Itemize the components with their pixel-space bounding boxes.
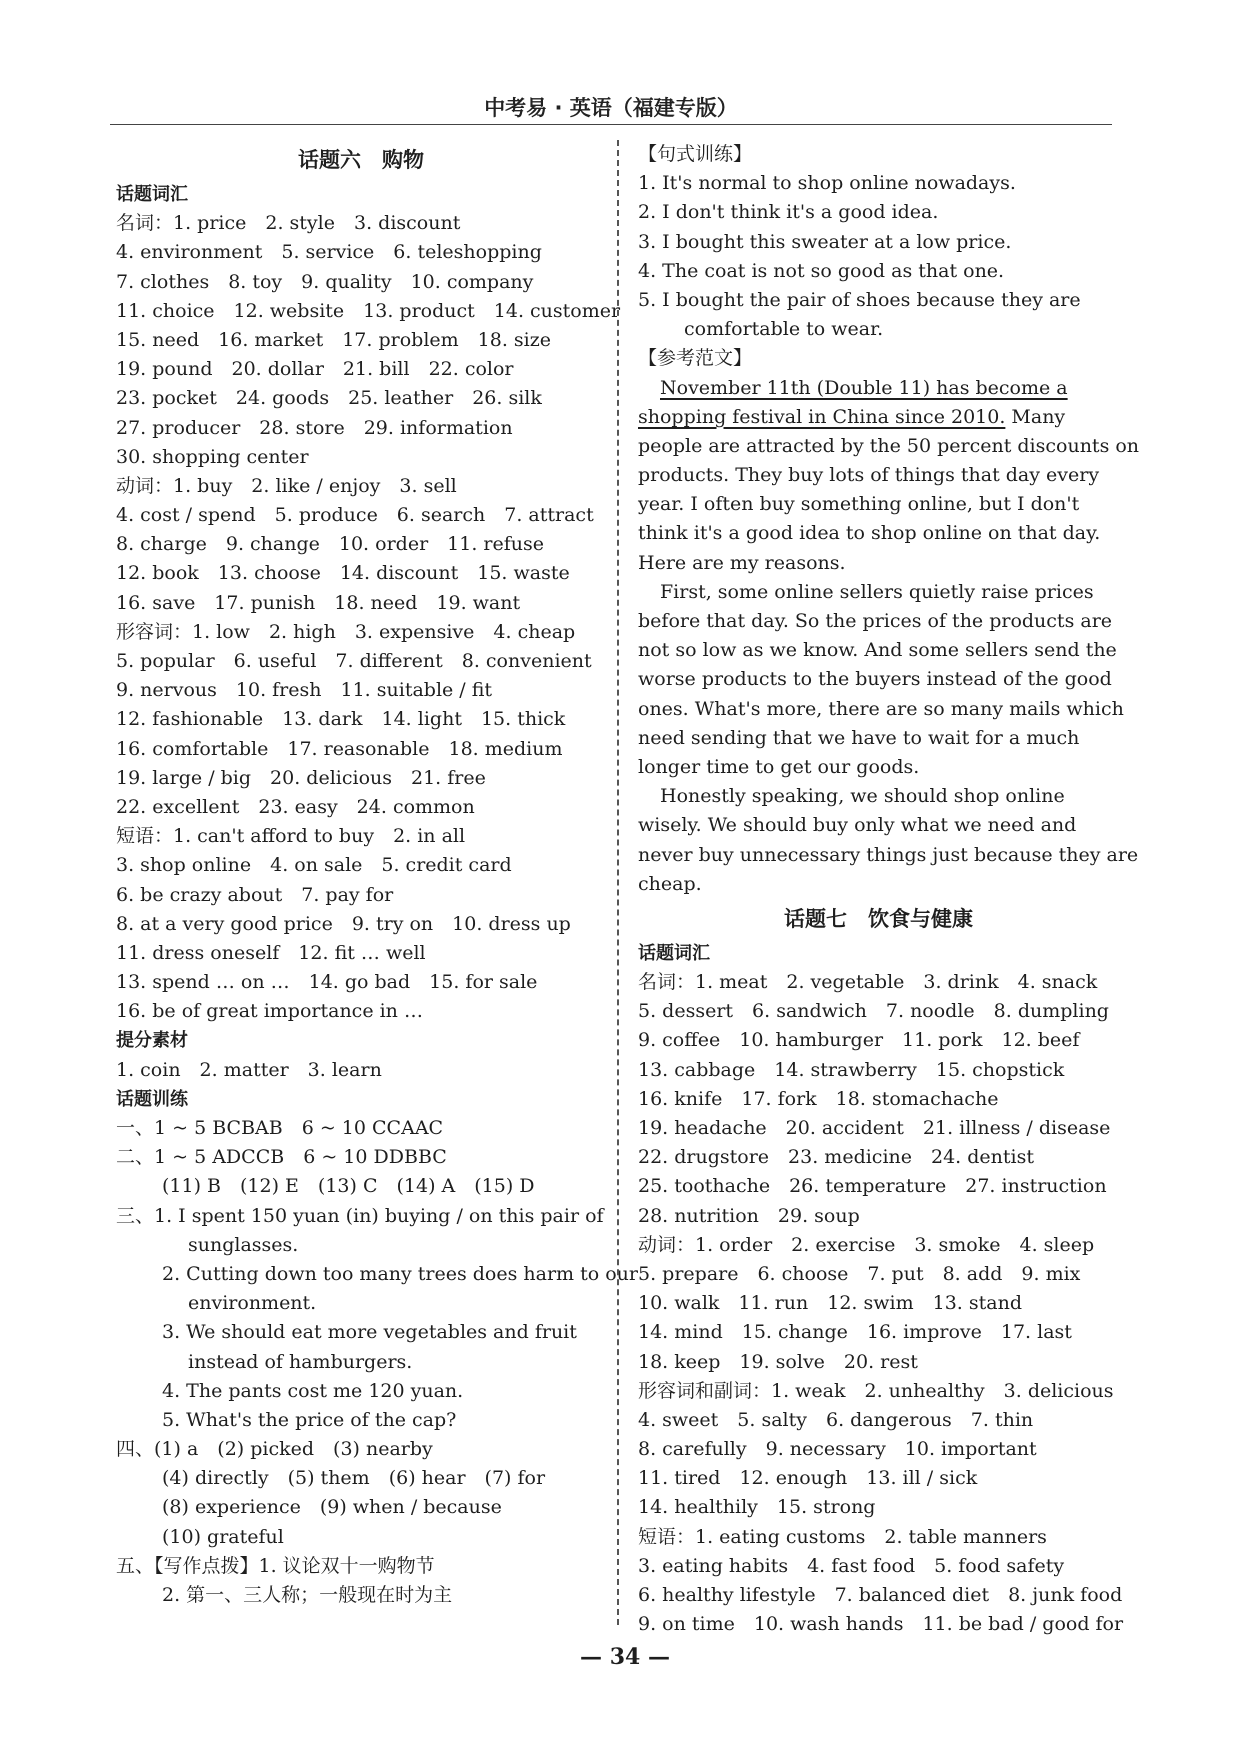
text-line: 3. I bought this sweater at a low price. [638, 230, 1012, 253]
text-line: 4. sweet 5. salty 6. dangerous 7. thin [638, 1408, 1034, 1431]
text-line: 13. spend … on … 14. go bad 15. for sale [116, 971, 538, 994]
text-line: 14. mind 15. change 16. improve 17. last [638, 1321, 1072, 1344]
underlined-text: November 11th (Double 11) has become a [660, 376, 1068, 399]
text-line: 15. need 16. market 17. problem 18. size [116, 328, 551, 351]
text-line: 19. large / big 20. delicious 21. free [116, 766, 486, 789]
text-line: 【参考范文】 [638, 347, 753, 370]
text-line: 4. The pants cost me 120 yuan. [162, 1379, 464, 1402]
text-line: 【句式训练】 [638, 143, 753, 165]
section-heading: 话题词汇 [116, 184, 188, 205]
text-line: 2. I don't think it's a good idea. [638, 201, 939, 224]
header-rule [110, 124, 1112, 125]
text-line: (11) B (12) E (13) C (14) A (15) D [162, 1175, 535, 1198]
text-line: 13. cabbage 14. strawberry 15. chopstick [638, 1058, 1065, 1081]
text-line: 5. I bought the pair of shoes because they are [638, 288, 1081, 311]
text-line: 11. tired 12. enough 13. ill / sick [638, 1467, 978, 1490]
text-line: 动词：1. buy 2. like / enjoy 3. sell [116, 474, 457, 497]
essay-line: year. I often buy something online, but I don't [638, 493, 1080, 516]
text-line: 动词：1. order 2. exercise 3. smoke 4. sleep [638, 1233, 1095, 1256]
model-essay [638, 374, 1140, 899]
text-line: 3. eating habits 4. fast food 5. food safety [638, 1554, 1065, 1577]
sentence-practice [638, 140, 1119, 374]
text-line: 22. drugstore 23. medicine 24. dentist [638, 1146, 1035, 1169]
essay-line: cheap. [638, 872, 702, 895]
text-line: 28. nutrition 29. soup [638, 1204, 860, 1227]
topic-title: 话题七 饮食与健康 [784, 906, 973, 931]
text-line: 8. carefully 9. necessary 10. important [638, 1438, 1037, 1461]
essay-line: ones. What's more, there are so many mails which [638, 697, 1124, 720]
text-line: 10. walk 11. run 12. swim 13. stand [638, 1292, 1022, 1315]
text-line: 2. Cutting down too many trees does harm to our [162, 1262, 638, 1285]
text-line: 5. prepare 6. choose 7. put 8. add 9. mix [638, 1262, 1081, 1285]
underlined-text: shopping festival in China since 2010. [638, 405, 1006, 428]
text-line: 22. excellent 23. easy 24. common [116, 795, 475, 818]
text-line: 19. pound 20. dollar 21. bill 22. color [116, 358, 514, 381]
essay-line: products. They buy lots of things that day every [638, 464, 1100, 487]
text-line: 名词：1. meat 2. vegetable 3. drink 4. snack [638, 971, 1098, 994]
text-line: 8. at a very good price 9. try on 10. dress up [116, 912, 571, 935]
essay-line: longer time to get our goods. [638, 755, 920, 778]
essay-line: not so low as we know. And some sellers send the [638, 639, 1117, 662]
text-line: 1. coin 2. matter 3. learn [116, 1058, 382, 1081]
text-line: 11. choice 12. website 13. product 14. customer [116, 299, 621, 322]
text-line: 16. save 17. punish 18. need 19. want [116, 591, 521, 614]
text-line: 四、(1) a (2) picked (3) nearby [116, 1438, 433, 1461]
essay-line: need sending that we have to wait for a much [638, 726, 1080, 749]
essay-line: worse products to the buyers instead of the good [638, 668, 1112, 691]
text-line: 27. producer 28. store 29. information [116, 416, 513, 439]
text-line: 三、1. I spent 150 yuan (in) buying / on this pair of [116, 1204, 604, 1227]
text-line: 1. It's normal to shop online nowadays. [638, 172, 1016, 195]
section-heading: 话题词汇 [638, 942, 710, 964]
essay-line: before that day. So the prices of the products are [638, 610, 1113, 632]
text-line: 11. dress oneself 12. fit … well [116, 941, 426, 964]
essay-line [638, 374, 1119, 403]
text-line: 9. nervous 10. fresh 11. suitable / fit [116, 679, 493, 702]
text-line: 9. on time 10. wash hands 11. be bad / good for [638, 1613, 1124, 1636]
topic-title: 话题六 购物 [298, 148, 424, 172]
section-heading: 提分素材 [116, 1030, 188, 1052]
text-line: 二、1 ~ 5 ADCCB 6 ~ 10 DDBBC [116, 1146, 447, 1169]
column-divider [617, 140, 619, 1625]
text-line: 7. clothes 8. toy 9. quality 10. company [116, 270, 534, 293]
text-line: 18. keep 19. solve 20. rest [638, 1350, 918, 1373]
topic-seven [638, 899, 1124, 1640]
text-line: (4) directly (5) them (6) hear (7) for [162, 1467, 546, 1490]
text-line: 短语：1. eating customs 2. table manners [638, 1525, 1047, 1548]
text-line: 一、1 ~ 5 BCBAB 6 ~ 10 CCAAC [116, 1117, 444, 1139]
text-line: 形容词：1. low 2. high 3. expensive 4. cheap [116, 620, 576, 643]
text-line: 4. The coat is not so good as that one. [638, 259, 1005, 282]
text-line: 4. cost / spend 5. produce 6. search 7. attract [116, 504, 594, 527]
essay-line [638, 403, 1119, 432]
text-line: 5. popular 6. useful 7. different 8. convenient [116, 650, 592, 672]
text-line: 9. coffee 10. hamburger 11. pork 12. beef [638, 1029, 1080, 1052]
text-line: 5. dessert 6. sandwich 7. noodle 8. dumpling [638, 1000, 1109, 1023]
page-number: — 34 — [580, 1644, 670, 1670]
text-line: instead of hamburgers. [188, 1350, 413, 1373]
text-line: 短语：1. can't afford to buy 2. in all [116, 825, 466, 848]
essay-line: never buy unnecessary things just because they are [638, 843, 1139, 866]
text-line: 14. healthily 15. strong [638, 1496, 876, 1519]
text-line: 8. charge 9. change 10. order 11. refuse [116, 533, 544, 556]
essay-text: Many [1005, 405, 1066, 428]
text-line: 五、【写作点拨】1. 议论双十一购物节 [116, 1554, 435, 1577]
text-line: 形容词和副词：1. weak 2. unhealthy 3. delicious [638, 1379, 1114, 1402]
essay-line: people are attracted by the 50 percent discounts on [638, 434, 1140, 457]
text-line: (10) grateful [162, 1525, 284, 1548]
text-line: 2. 第一、三人称；一般现在时为主 [162, 1584, 453, 1606]
text-line: 16. knife 17. fork 18. stomachache [638, 1087, 999, 1110]
text-line: 30. shopping center [116, 445, 309, 468]
essay-line: think it's a good idea to shop online on that day. [638, 522, 1101, 545]
text-line: 6. healthy lifestyle 7. balanced diet 8. junk food [638, 1584, 1123, 1606]
essay-line: First, some online sellers quietly raise prices [660, 580, 1094, 603]
running-header: 中考易 · 英语（福建专版） [484, 96, 738, 120]
text-line: environment. [188, 1292, 317, 1315]
right-column [638, 140, 1140, 1639]
text-line: 19. headache 20. accident 21. illness / disease [638, 1117, 1111, 1139]
left-column [116, 140, 638, 1610]
text-line: 6. be crazy about 7. pay for [116, 883, 394, 906]
text-line: 23. pocket 24. goods 25. leather 26. silk [116, 387, 542, 410]
text-line: 16. be of great importance in … [116, 1000, 423, 1023]
text-line: 名词：1. price 2. style 3. discount [116, 212, 461, 235]
text-line: sunglasses. [188, 1233, 299, 1256]
essay-line: Here are my reasons. [638, 551, 846, 574]
text-line: 4. environment 5. service 6. teleshopping [116, 241, 542, 264]
section-heading: 话题训练 [116, 1088, 188, 1110]
text-line: (8) experience (9) when / because [162, 1496, 502, 1519]
text-line: 12. fashionable 13. dark 14. light 15. thick [116, 708, 566, 731]
essay-line: Honestly speaking, we should shop online [660, 785, 1065, 808]
essay-line: wisely. We should buy only what we need and [638, 814, 1077, 837]
text-line: 3. shop online 4. on sale 5. credit card [116, 854, 512, 877]
text-line: 16. comfortable 17. reasonable 18. medium [116, 737, 563, 760]
text-line: 3. We should eat more vegetables and fruit [162, 1321, 577, 1344]
text-line: 25. toothache 26. temperature 27. instruction [638, 1175, 1107, 1198]
text-line: 12. book 13. choose 14. discount 15. waste [116, 562, 570, 585]
text-line: 5. What's the price of the cap? [162, 1408, 457, 1431]
text-line: comfortable to wear. [684, 318, 884, 341]
